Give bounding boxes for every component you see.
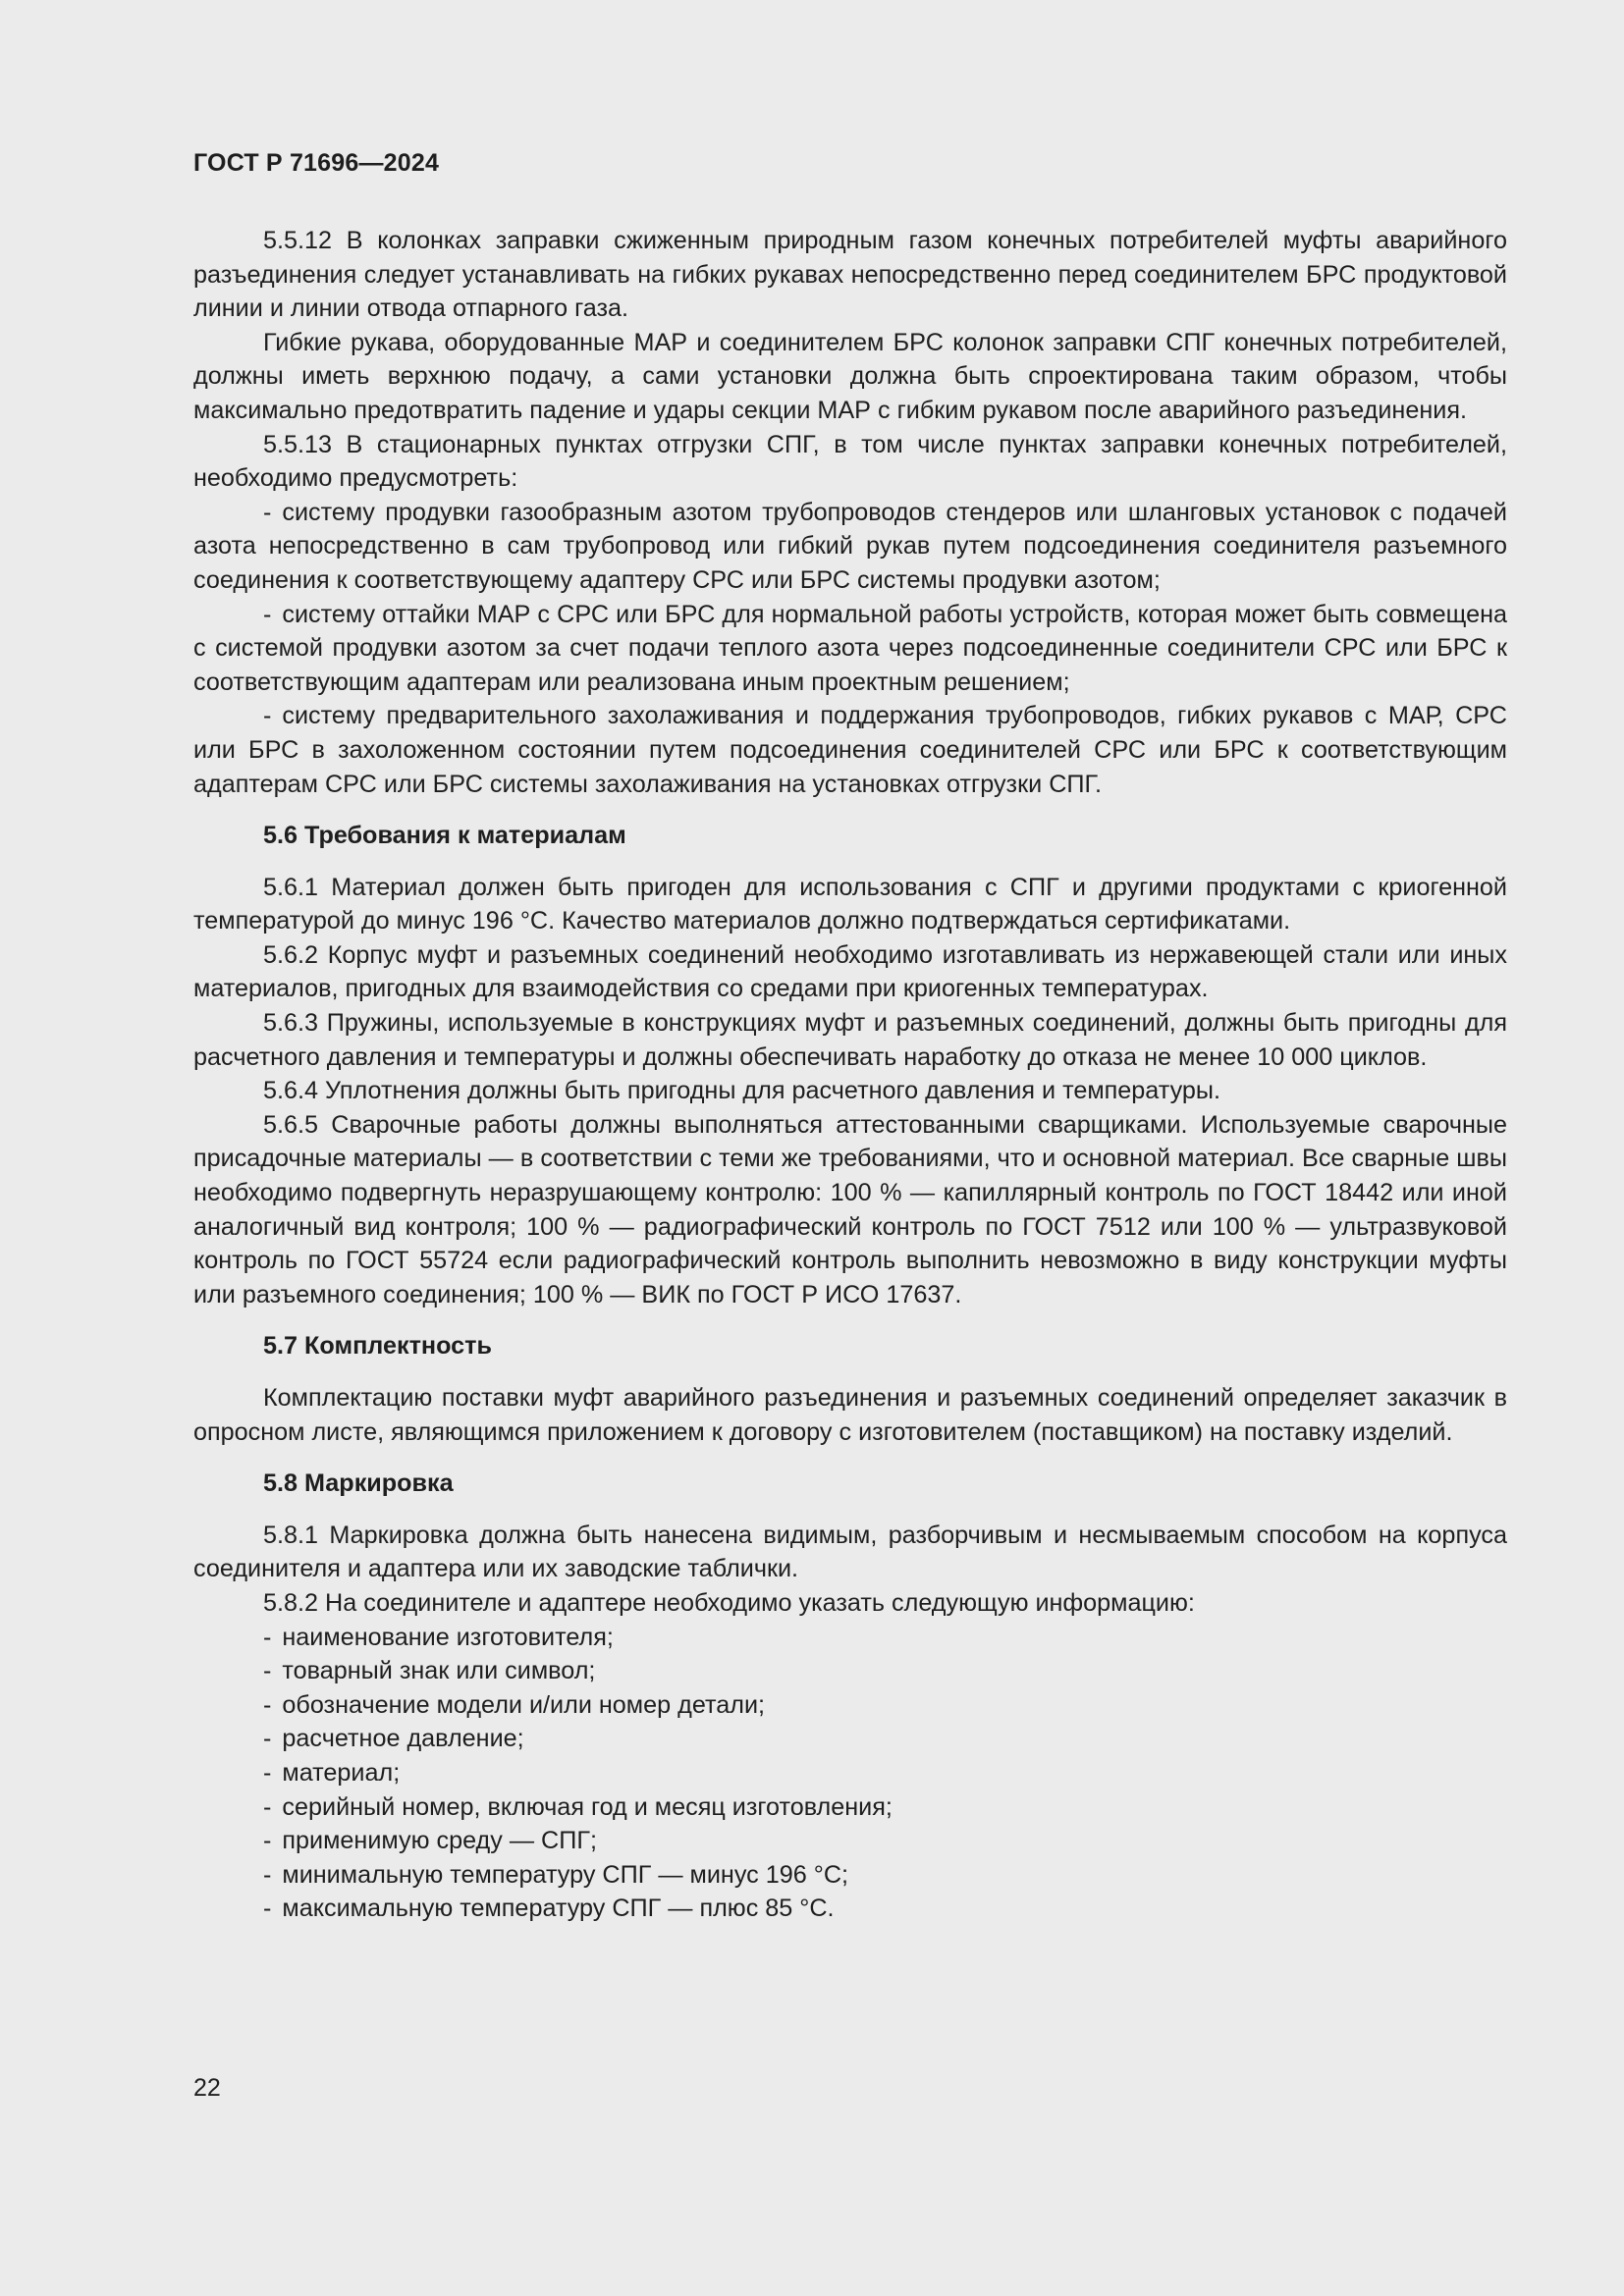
list-dash: -: [263, 1657, 272, 1685]
list-item: [193, 1722, 1507, 1756]
list-item: [193, 1756, 1507, 1790]
list-dash: -: [263, 1860, 272, 1889]
list-item: [193, 598, 1507, 700]
section-heading-5-7: 5.7 Комплектность: [263, 1332, 492, 1361]
list-item: [193, 1858, 1507, 1893]
list-dash: -: [263, 1792, 272, 1821]
list-item-text: товарный знак или символ;: [282, 1657, 596, 1685]
list-dash: -: [263, 1895, 272, 1923]
page-number: 22: [193, 2074, 221, 2102]
document-page: [193, 0, 1507, 2296]
list-item: [193, 1892, 1507, 1926]
section-heading-5-8: 5.8 Маркировка: [263, 1469, 454, 1498]
list-dash: -: [263, 1827, 272, 1855]
document-header: ГОСТ Р 71696—2024: [193, 149, 440, 177]
list-item-text: максимальную температуру СПГ — плюс 85 °С.: [282, 1895, 835, 1923]
paragraph-5-6-3: 5.6.3 Пружины, используемые в конструкциях муфт и разъемных соединений, должны быть пригодны для расчетного давления и температуры и должны обеспечивать наработку до отказа не менее 10 000 циклов.: [193, 1009, 1507, 1071]
list-dash: -: [263, 702, 272, 730]
list-dash: -: [263, 1725, 272, 1753]
paragraph-5-6-2: 5.6.2 Корпус муфт и разъемных соединений необходимо изготавливать из нержавеющей стали или иных материалов, пригодных для взаимодействия со средами при криогенных температурах.: [193, 940, 1507, 1003]
paragraph-5-6-4: 5.6.4 Уплотнения должны быть пригодны для расчетного давления и температуры.: [263, 1077, 1221, 1105]
list-item-text: серийный номер, включая год и месяц изготовления;: [282, 1792, 893, 1821]
paragraph-5-7: Комплектацию поставки муфт аварийного разъединения и разъемных соединений определяет заказчик в опросном листе, являющимся приложением к договору с изготовителем (поставщиком) на поставку изделий.: [193, 1384, 1507, 1446]
list-item: [193, 1654, 1507, 1688]
list-item-text: наименование изготовителя;: [282, 1623, 614, 1651]
paragraph-5-6-5: 5.6.5 Сварочные работы должны выполняться аттестованными сварщиками. Используемые сварочные присадочные материалы — в соответствии с теми же требованиями, что и основной материал. Все сварные швы необходимо подвергнуть неразрушающему контролю: 100 % — капиллярный контроль по ГОСТ 18442 или иной аналогичный вид контроля; 100 % — радиографический контроль по ГОСТ 7512 или 100 % — ультразвуковой контроль по ГОСТ 55724 если радиографический контроль выполнить невозможно в виду конструкции муфты или разъемного соединения; 100 % — ВИК по ГОСТ Р ИСО 17637.: [193, 1110, 1507, 1308]
list-item-text: материал;: [282, 1758, 401, 1787]
paragraph-5-8-2: 5.8.2 На соединителе и адаптере необходимо указать следующую информацию:: [263, 1588, 1195, 1617]
list-item: [193, 1688, 1507, 1723]
paragraph-5-5-12: 5.5.12 В колонках заправки сжиженным природным газом конечных потребителей муфты аварийного разъединения следует устанавливать на гибких рукавах непосредственно перед соединителем БРС продуктовой линии и линии отвода отпарного газа.: [193, 227, 1507, 323]
list-item-text: системy продувки газообразным азотом трубопроводов стендеров или шланговых установок с подачей азота непосредственно в сам трубопровод или гибкий рукав путем подсоединения соединителя разъемного соединения к соответствующему адаптеру СРС или БРС системы продувки азотом;: [193, 498, 1507, 594]
paragraph-flexible-hoses: Гибкие рукава, оборудованные МАР и соединителем БРС колонок заправки СПГ конечных потребителей, должны иметь верхнюю подачу, а сами установки должна быть спроектирована таким образом, чтобы максимально предотвратить падение и удары секции МАР с гибким рукавом после аварийного разъединения.: [193, 328, 1507, 424]
list-item: [193, 1790, 1507, 1825]
list-dash: -: [263, 1758, 272, 1787]
list-dash: -: [263, 1690, 272, 1719]
list-item-text: систему оттайки МАР с СРС или БРС для нормальной работы устройств, которая может быть совмещена с системой продувки азотом за счет подачи теплого азота через подсоединенные соединители СРС или БРС к соответствующим адаптерам или реализована иным проектным решением;: [193, 600, 1507, 696]
list-item-text: систему предварительного захолаживания и поддержания трубопроводов, гибких рукавов с МАР, СРС или БРС в захоложенном состоянии путем подсоединения соединителей СРС или БРС к соответствующим адаптерам СРС или БРС системы захолаживания на установках отгрузки СПГ.: [193, 702, 1507, 798]
section-heading-5-6: 5.6 Требования к материалам: [263, 822, 626, 850]
list-item-text: расчетное давление;: [282, 1725, 524, 1753]
paragraph-5-8-1: 5.8.1 Маркировка должна быть нанесена видимым, разборчивым и несмываемым способом на корпуса соединителя и адаптера или их заводские таблички.: [193, 1521, 1507, 1583]
list-dash: -: [263, 1623, 272, 1651]
list-item: [193, 1621, 1507, 1655]
list-item-text: минимальную температуру СПГ — минус 196 °С;: [282, 1860, 849, 1889]
list-item-text: обозначение модели и/или номер детали;: [282, 1690, 766, 1719]
list-item: [193, 1824, 1507, 1858]
list-item: [193, 496, 1507, 598]
list-dash: -: [263, 600, 272, 628]
list-item-text: применимую среду — СПГ;: [282, 1827, 597, 1855]
paragraph-5-5-13: 5.5.13 В стационарных пунктах отгрузки СПГ, в том числе пунктах заправки конечных потребителей, необходимо предусмотреть:: [193, 430, 1507, 493]
document-body: [193, 224, 1507, 1926]
list-item: [193, 699, 1507, 801]
list-dash: -: [263, 498, 272, 526]
paragraph-5-6-1: 5.6.1 Материал должен быть пригоден для использования с СПГ и другими продуктами с криогенной температурой до минус 196 °С. Качество материалов должно подтверждаться сертификатами.: [193, 873, 1507, 935]
